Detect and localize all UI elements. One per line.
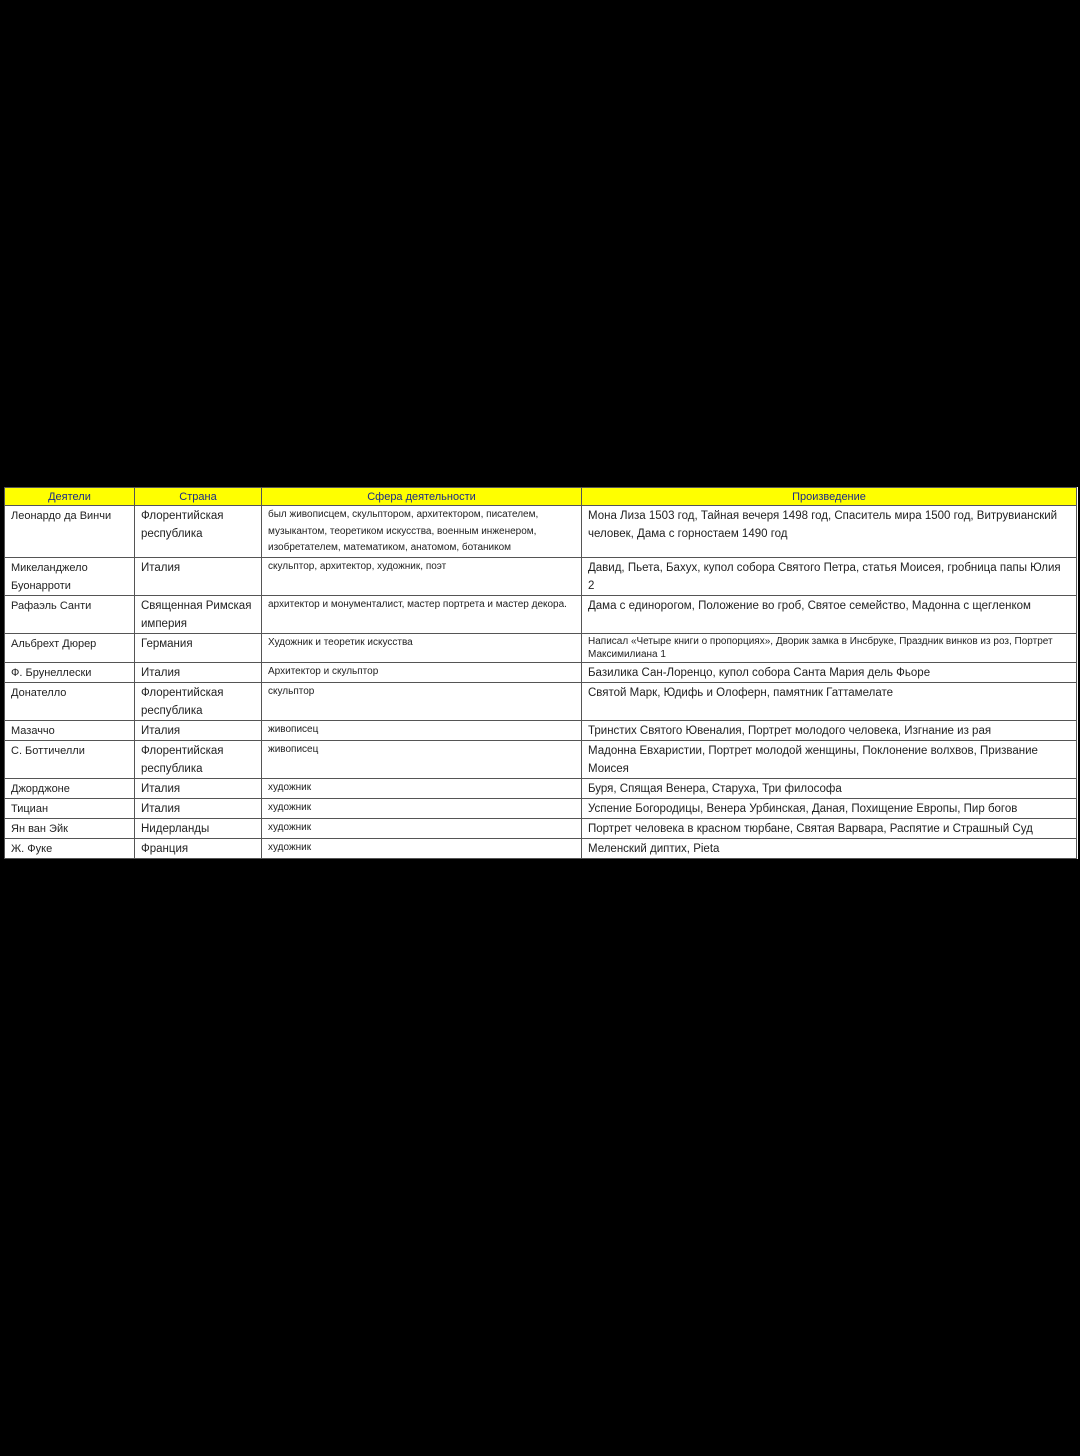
cell-sphere: живописец [262, 741, 582, 779]
cell-works: Тринстих Святого Ювеналия, Портрет молодого человека, Изгнание из рая [582, 721, 1077, 741]
cell-works: Давид, Пьета, Бахух, купол собора Святого Петра, статья Моисея, гробница папы Юлия 2 [582, 558, 1077, 596]
cell-country: Италия [135, 558, 262, 596]
cell-works: Дама с единорогом, Положение во гроб, Святое семейство, Мадонна с щегленком [582, 596, 1077, 634]
table-row [5, 839, 1077, 859]
table-row [5, 634, 1077, 663]
cell-country: Флорентийская республика [135, 741, 262, 779]
cell-sphere: художник [262, 799, 582, 819]
cell-sphere: художник [262, 779, 582, 799]
cell-country: Италия [135, 779, 262, 799]
cell-sphere: архитектор и монументалист, мастер портрета и мастер декора. [262, 596, 582, 634]
cell-country: Флорентийская республика [135, 506, 262, 558]
cell-sphere: художник [262, 839, 582, 859]
table-row [5, 779, 1077, 799]
cell-works: Написал «Четыре книги о пропорциях», Дворик замка в Инсбруке, Праздник винков из роз, Портрет Максимилиана 1 [582, 634, 1077, 663]
renaissance-figures-table-container [3, 486, 1079, 860]
cell-sphere: был живописцем, скульптором, архитектором, писателем, музыкантом, теоретиком искусства, военным инженером, изобретателем, математиком, анатомом, ботаником [262, 506, 582, 558]
cell-country: Нидерланды [135, 819, 262, 839]
cell-sphere: Архитектор и скульптор [262, 663, 582, 683]
cell-sphere: художник [262, 819, 582, 839]
cell-name: Рафаэль Санти [5, 596, 135, 634]
table-row [5, 506, 1077, 558]
cell-country: Германия [135, 634, 262, 663]
table-row [5, 663, 1077, 683]
table-row [5, 596, 1077, 634]
table-row [5, 741, 1077, 779]
cell-works: Мона Лиза 1503 год, Тайная вечеря 1498 год, Спаситель мира 1500 год, Витрувианский человек, Дама с горностаем 1490 год [582, 506, 1077, 558]
cell-name: Джорджоне [5, 779, 135, 799]
cell-name: Донателло [5, 683, 135, 721]
cell-name: Ж. Фуке [5, 839, 135, 859]
cell-works: Буря, Спящая Венера, Старуха, Три философа [582, 779, 1077, 799]
cell-name: С. Боттичелли [5, 741, 135, 779]
cell-name: Леонардо да Винчи [5, 506, 135, 558]
cell-country: Франция [135, 839, 262, 859]
cell-works: Святой Марк, Юдифь и Олоферн, памятник Гаттамелате [582, 683, 1077, 721]
header-figures: Деятели [5, 488, 135, 506]
table-row [5, 558, 1077, 596]
cell-name: Микеланджело Буонарроти [5, 558, 135, 596]
cell-country: Священная Римская империя [135, 596, 262, 634]
header-country: Страна [135, 488, 262, 506]
cell-works: Меленский диптих, Pieta [582, 839, 1077, 859]
table-header-row [5, 488, 1077, 506]
cell-sphere: живописец [262, 721, 582, 741]
cell-country: Италия [135, 663, 262, 683]
cell-works: Мадонна Евхаристии, Портрет молодой женщины, Поклонение волхвов, Призвание Моисея [582, 741, 1077, 779]
cell-country: Италия [135, 799, 262, 819]
table-row [5, 819, 1077, 839]
header-sphere: Сфера деятельности [262, 488, 582, 506]
cell-sphere: скульптор [262, 683, 582, 721]
cell-name: Ф. Брунеллески [5, 663, 135, 683]
cell-works: Базилика Сан-Лоренцо, купол собора Санта Мария дель Фьоре [582, 663, 1077, 683]
table-row [5, 721, 1077, 741]
cell-works: Успение Богородицы, Венера Урбинская, Даная, Похищение Европы, Пир богов [582, 799, 1077, 819]
table-row [5, 683, 1077, 721]
cell-name: Ян ван Эйк [5, 819, 135, 839]
cell-country: Италия [135, 721, 262, 741]
cell-sphere: Художник и теоретик искусства [262, 634, 582, 663]
cell-name: Тициан [5, 799, 135, 819]
cell-country: Флорентийская республика [135, 683, 262, 721]
cell-name: Альбрехт Дюрер [5, 634, 135, 663]
cell-works: Портрет человека в красном тюрбане, Святая Варвара, Распятие и Страшный Суд [582, 819, 1077, 839]
cell-name: Мазаччо [5, 721, 135, 741]
table-row [5, 799, 1077, 819]
header-works: Произведение [582, 488, 1077, 506]
renaissance-figures-table [4, 487, 1077, 859]
cell-sphere: скульптор, архитектор, художник, поэт [262, 558, 582, 596]
